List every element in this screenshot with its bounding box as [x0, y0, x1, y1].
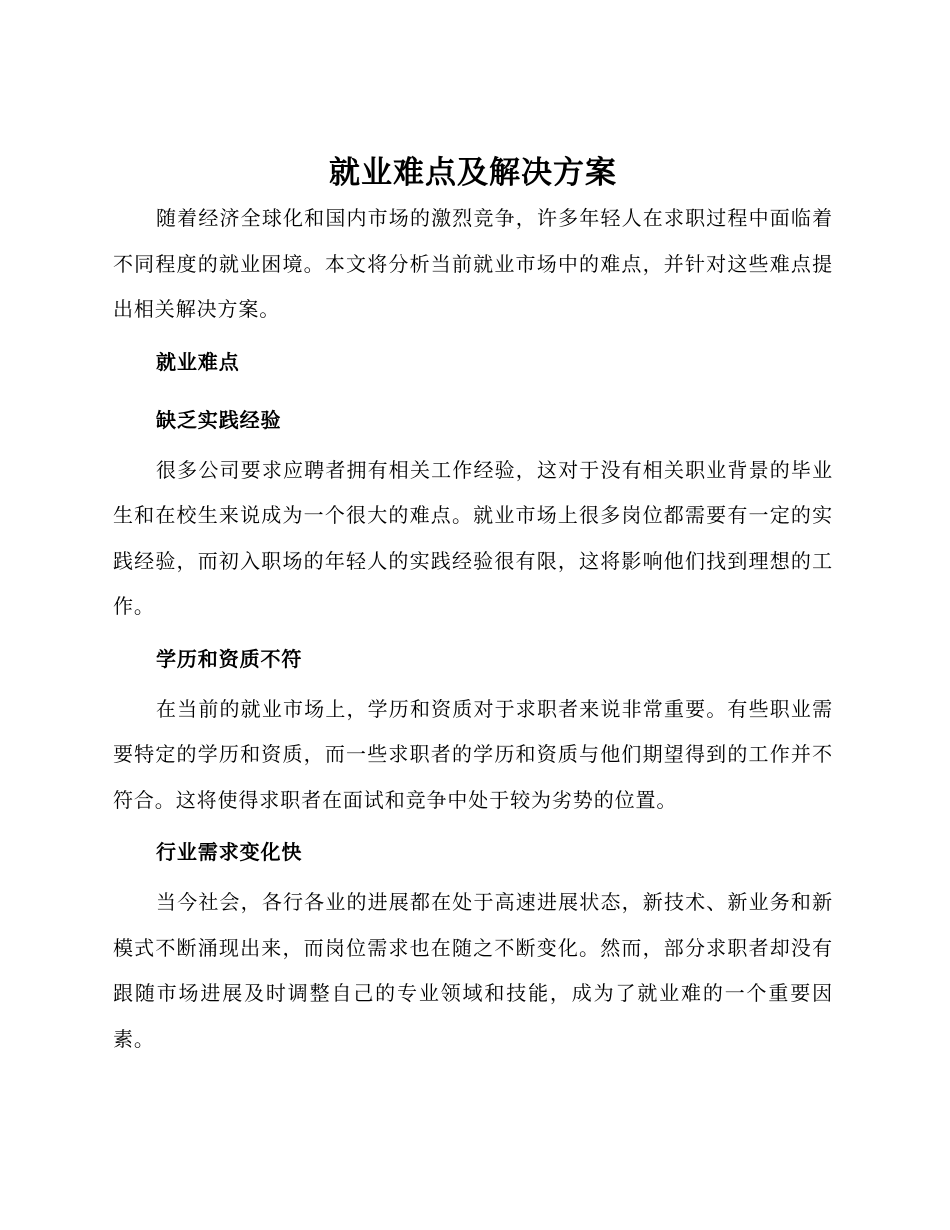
spacer — [113, 867, 833, 880]
subsection-heading-industry: 行业需求变化快 — [156, 840, 303, 864]
spacer — [113, 630, 833, 644]
subsection-heading-qualification: 学历和资质不符 — [156, 646, 303, 671]
spacer — [113, 435, 833, 448]
subsection-heading-experience: 缺乏实践经验 — [156, 407, 282, 432]
spacer — [113, 377, 833, 405]
spacer — [113, 823, 833, 837]
document-page — [113, 150, 833, 1062]
subsection-body-qualification: 在当前的就业市场上，学历和资质对于求职者来说非常重要。有些职业需要特定的学历和资质，而一些求职者的学历和资质与他们期望得到的工作并不符合。这将使得求职者在面试和竞争中处于较为劣势的位置。 — [113, 696, 833, 812]
intro-paragraph: 随着经济全球化和国内市场的激烈竞争，许多年轻人在求职过程中面临着不同程度的就业困境。本文将分析当前就业市场中的难点，并针对这些难点提出相关解决方案。 — [113, 206, 833, 321]
subsection-body-experience: 很多公司要求应聘者拥有相关工作经验，这对于没有相关职业背景的毕业生和在校生来说成为一个很大的难点。就业市场上很多岗位都需要有一定的实践经验，而初入职场的年轻人的实践经验很有限，这将影响他们找到理想的工作。 — [113, 457, 833, 618]
section-heading: 就业难点 — [156, 349, 240, 374]
spacer — [113, 333, 833, 347]
spacer — [113, 674, 833, 687]
document-title: 就业难点及解决方案 — [329, 155, 617, 191]
subsection-body-industry: 当今社会，各行各业的进展都在处于高速进展状态，新技术、新业务和新模式不断涌现出来，而岗位需求也在随之不断变化。然而，部分求职者却没有跟随市场进展及时调整自己的专业领域和技能，成为了就业难的一个重要因素。 — [113, 890, 833, 1051]
